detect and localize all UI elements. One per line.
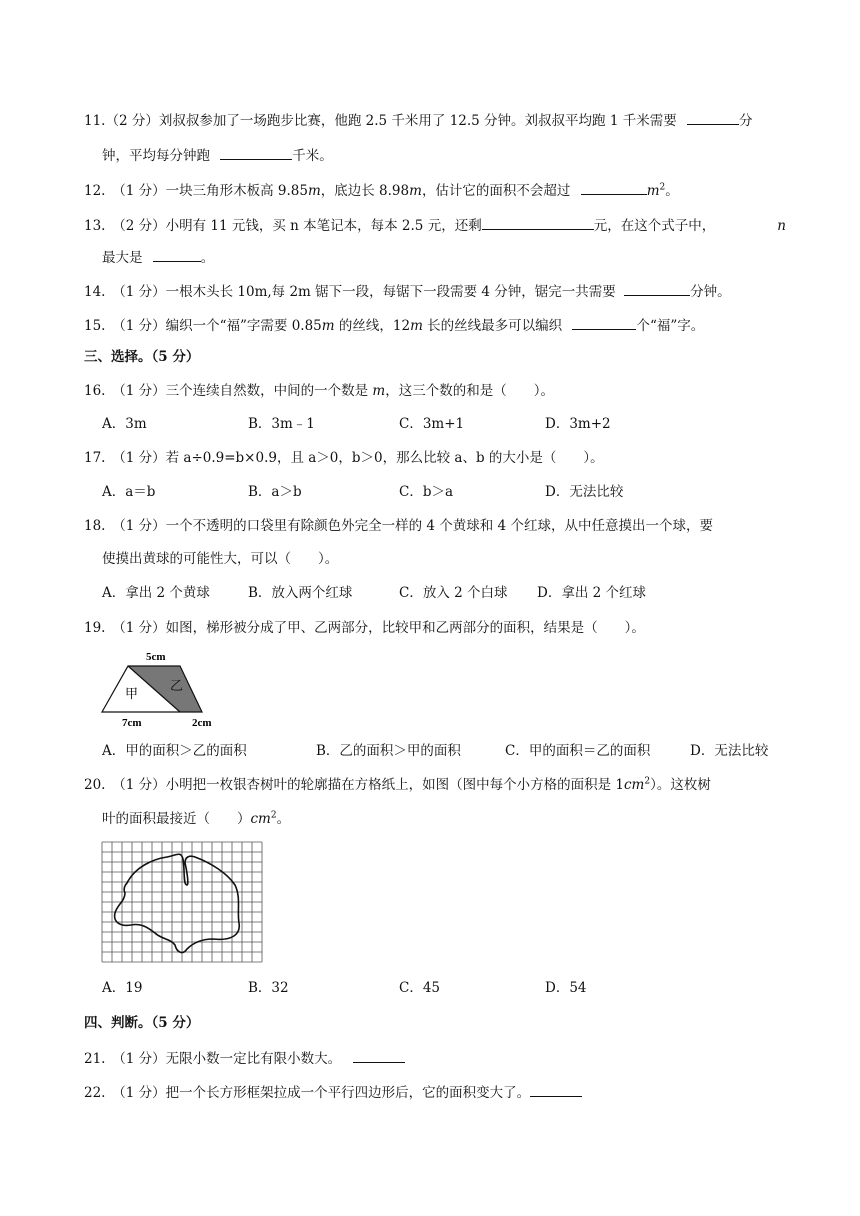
q14	[84, 281, 731, 301]
q14-blank[interactable]	[624, 281, 690, 296]
q17-option-a[interactable]: A．a＝b	[102, 484, 156, 500]
q20-option-d[interactable]: D．54	[545, 980, 587, 996]
q18-option-c[interactable]: C．放入 2 个白球	[399, 585, 508, 601]
q13-blank-2[interactable]	[153, 247, 201, 262]
label-jia: 甲	[125, 687, 139, 702]
q12-text: 12. （1 分）一块三角形木板高 9.85	[84, 183, 308, 199]
q19-option-b[interactable]: B．乙的面积＞甲的面积	[316, 743, 461, 759]
q17-option-b[interactable]: B．a＞b	[248, 484, 302, 500]
q14-text: 14. （1 分）一根木头长 10m,每 2m 锯下一段，每锯下一段需要 4 分钟，锯完一共需要	[84, 284, 616, 300]
q17-option-d[interactable]: D．无法比较	[545, 484, 624, 500]
q12-unit: m	[307, 183, 321, 199]
q19-option-d[interactable]: D．无法比较	[690, 743, 769, 759]
q13-line2-end: 。	[200, 250, 215, 266]
q16-option-c[interactable]: C．3m+1	[399, 416, 465, 432]
q15-unit-2: m	[410, 318, 423, 334]
label-yi: 乙	[170, 679, 184, 694]
q13-after: 元，在这个式子中，	[593, 218, 716, 234]
q16-text: 16. （1 分）三个连续自然数，中间的一个数是	[84, 383, 373, 399]
q12-end: 。	[665, 183, 679, 199]
q11-after: 分	[739, 113, 753, 129]
q21-text: 21. （1 分）无限小数一定比有限小数大。	[84, 1051, 342, 1067]
q17: 17. （1 分）若 a÷0.9=b×0.9，且 a＞0，b＞0，那么比较 a、b 的大小是（ ）。	[84, 450, 604, 466]
q13-blank-1[interactable]	[482, 215, 594, 230]
q18-line1: 18. （1 分）一个不透明的口袋里有除颜色外完全一样的 4 个黄球和 4 个红球，从中任意摸出一个球，要	[84, 518, 713, 534]
q22-text: 22. （1 分）把一个长方形框架拉成一个平行四边形后，它的面积变大了。	[84, 1085, 531, 1101]
q20-line1	[84, 776, 711, 794]
q11-blank-1[interactable]	[687, 110, 739, 125]
q22	[84, 1082, 582, 1102]
q16-option-b[interactable]: B．3m﹣1	[248, 416, 315, 432]
q20-option-b[interactable]: B．32	[248, 980, 289, 996]
q11-line1	[84, 110, 753, 130]
q11-line2-text: 钟，平均每分钟跑	[102, 148, 210, 164]
q11-text: 11.（2 分）刘叔叔参加了一场跑步比赛，他跑 2.5 千米用了 12.5 分钟。刘叔叔平均跑 1 千米需要	[84, 113, 677, 129]
q15-text: 15. （1 分）编织一个“福”字需要 0.85	[84, 318, 322, 334]
q12-sup: 2	[659, 182, 666, 193]
q15-blank[interactable]	[572, 315, 636, 330]
section-4-heading: 四、判断。（5 分）	[84, 1015, 200, 1031]
q20-sup: 2	[644, 776, 651, 787]
q18-option-a[interactable]: A．拿出 2 个黄球	[102, 585, 210, 601]
q12-unit-2: m	[409, 183, 422, 199]
q11-line2-after: 千米。	[292, 148, 333, 164]
q22-blank[interactable]	[530, 1082, 582, 1097]
q11-blank-2[interactable]	[220, 145, 292, 160]
q12-blank[interactable]	[581, 180, 647, 195]
q20-line2-sup: 2	[270, 810, 277, 821]
label-7cm: 7cm	[122, 717, 142, 729]
q12-mid2: ，估计它的面积不会超过	[421, 183, 571, 199]
q13-n: n	[777, 218, 786, 234]
q16	[84, 382, 554, 400]
leaf-grid-figure	[101, 841, 265, 965]
q19: 19. （1 分）如图，梯形被分成了甲、乙两部分，比较甲和乙两部分的面积，结果是（ ）。	[84, 620, 645, 636]
q12-mid: ，底边长 8.98	[320, 183, 410, 199]
q18-option-b[interactable]: B．放入两个红球	[248, 585, 353, 601]
trapezoid-figure	[98, 646, 228, 730]
q15	[84, 315, 704, 335]
q21-blank[interactable]	[353, 1048, 405, 1063]
q14-after: 分钟。	[690, 284, 731, 300]
leaf-outline	[115, 854, 240, 952]
q12	[84, 180, 679, 200]
label-5cm: 5cm	[146, 651, 166, 663]
q16-option-d[interactable]: D．3m+2	[545, 416, 611, 432]
q20-after: ）。这枚树	[650, 777, 711, 793]
label-2cm: 2cm	[192, 717, 212, 729]
q16-after: ，这三个数的和是（ ）。	[385, 383, 554, 399]
q12-unit-m2: m	[646, 183, 660, 199]
q20-option-c[interactable]: C．45	[399, 980, 441, 996]
q20-line2	[102, 810, 290, 828]
q17-option-c[interactable]: C．b＞a	[399, 484, 454, 500]
q20-cm: cm	[623, 777, 645, 793]
q19-option-a[interactable]: A．甲的面积＞乙的面积	[102, 743, 247, 759]
q15-mid: 的丝线，12	[334, 318, 411, 334]
section-3-heading: 三、选择。（5 分）	[84, 349, 200, 365]
q21	[84, 1048, 405, 1068]
q20-line2-end: 。	[276, 811, 291, 827]
q13-text: 13. （2 分）小明有 11 元钱，买 n 本笔记本，每本 2.5 元，还剩	[84, 218, 482, 234]
q20-line2-cm: cm	[250, 811, 271, 827]
q20-option-a[interactable]: A．19	[102, 980, 143, 996]
q19-option-c[interactable]: C．甲的面积＝乙的面积	[505, 743, 651, 759]
q15-unit: m	[321, 318, 335, 334]
q16-m: m	[372, 383, 386, 399]
q13-line1	[84, 215, 786, 235]
q13-line2	[102, 247, 214, 267]
q15-after: 个“福”字。	[636, 318, 705, 334]
q18-option-d[interactable]: D．拿出 2 个红球	[537, 585, 646, 601]
q13-line2-text: 最大是	[102, 250, 143, 266]
q20-text: 20. （1 分）小明把一枚银杏树叶的轮廓描在方格纸上，如图（图中每个小方格的面积是 1	[84, 777, 624, 793]
q18-line2: 使摸出黄球的可能性大，可以（ ）。	[102, 551, 339, 567]
q16-option-a[interactable]: A．3m	[102, 416, 147, 432]
q20-line2-text: 叶的面积最接近（ ）	[102, 811, 251, 827]
q15-mid2: 长的丝线最多可以编织	[422, 318, 563, 334]
q11-line2	[102, 145, 333, 165]
